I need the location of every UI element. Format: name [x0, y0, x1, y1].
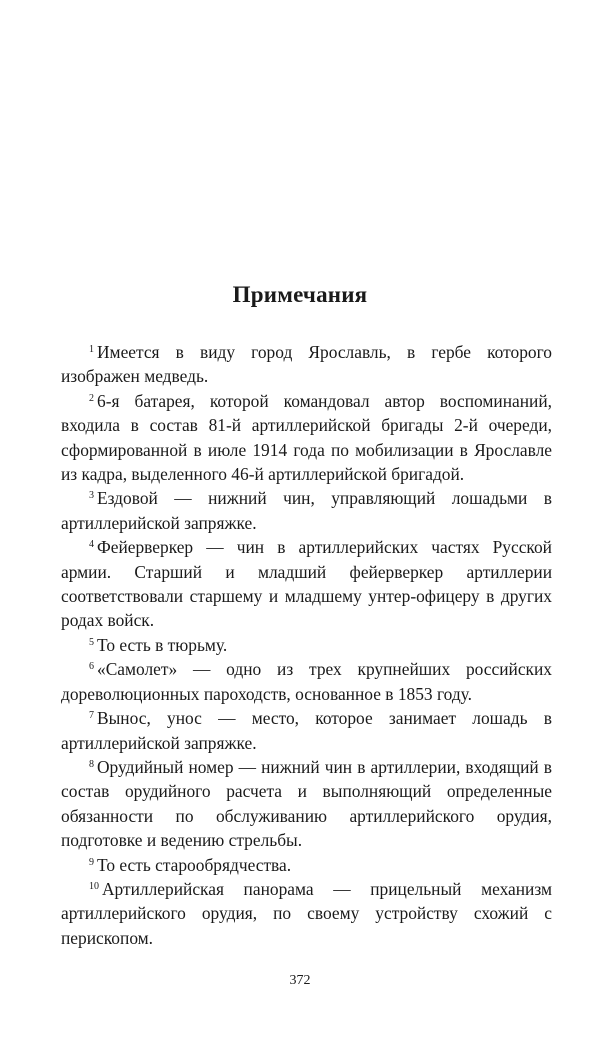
- page-number: 372: [289, 973, 311, 988]
- note-number: 8: [89, 758, 94, 770]
- note-item: [61, 657, 552, 706]
- note-text: То есть старообрядчества.: [97, 854, 292, 875]
- note-text: Вынос, унос — место, которое занимает лошадь в артиллерийской запряжке.: [61, 708, 552, 753]
- note-text: «Самолет» — одно из трех крупнейших российских дореволюционных пароходств, основанное в 1853 году.: [61, 659, 552, 704]
- note-text: Имеется в виду город Ярославль, в гербе которого изображен медведь.: [61, 342, 552, 387]
- note-item: [61, 706, 552, 755]
- note-number: 4: [89, 539, 94, 551]
- note-item: [61, 853, 552, 877]
- note-text: Орудийный номер — нижний чин в артиллерии, входящий в состав орудийного расчета и выполняющий определенные обязанности по обслуживанию артиллерийского орудия, подготовке и ведению стрельбы.: [61, 756, 552, 851]
- note-text: Ездовой — нижний чин, управляющий лошадьми в артиллерийской запряжке.: [61, 488, 552, 533]
- note-text: 6-я батарея, которой командовал автор воспоминаний, входила в состав 81-й артиллерийской бригады 2-й очереди, сформированной в июле 1914 года по мобилизации в Ярославле из кадра, выделенного 46-й артиллерийской бригадой.: [61, 390, 552, 485]
- note-text: То есть в тюрьму.: [97, 634, 228, 655]
- note-item: [61, 340, 552, 389]
- note-item: [61, 877, 552, 950]
- note-text: Фейерверкер — чин в артиллерийских частях Русской армии. Старший и младший фейерверкер артиллерии соответствовали старшему и младшему унтер-офицеру в других родах войск.: [61, 537, 552, 631]
- note-item: [61, 633, 552, 657]
- note-number: 6: [89, 661, 94, 673]
- note-item: [61, 755, 552, 853]
- note-number: 10: [89, 880, 99, 892]
- note-number: 9: [89, 856, 94, 868]
- notes-list: [61, 340, 552, 950]
- note-number: 7: [89, 710, 94, 722]
- page-title: Примечания: [232, 282, 368, 307]
- note-number: 2: [89, 392, 94, 404]
- note-number: 1: [89, 344, 94, 355]
- note-item: [61, 389, 552, 487]
- note-number: 3: [89, 490, 94, 502]
- note-number: 5: [89, 636, 94, 648]
- note-item: [61, 535, 552, 633]
- note-item: [61, 486, 552, 535]
- note-text: Артиллерийская панорама — прицельный механизм артиллерийского орудия, по своему устройству схожий с перископом.: [61, 878, 552, 948]
